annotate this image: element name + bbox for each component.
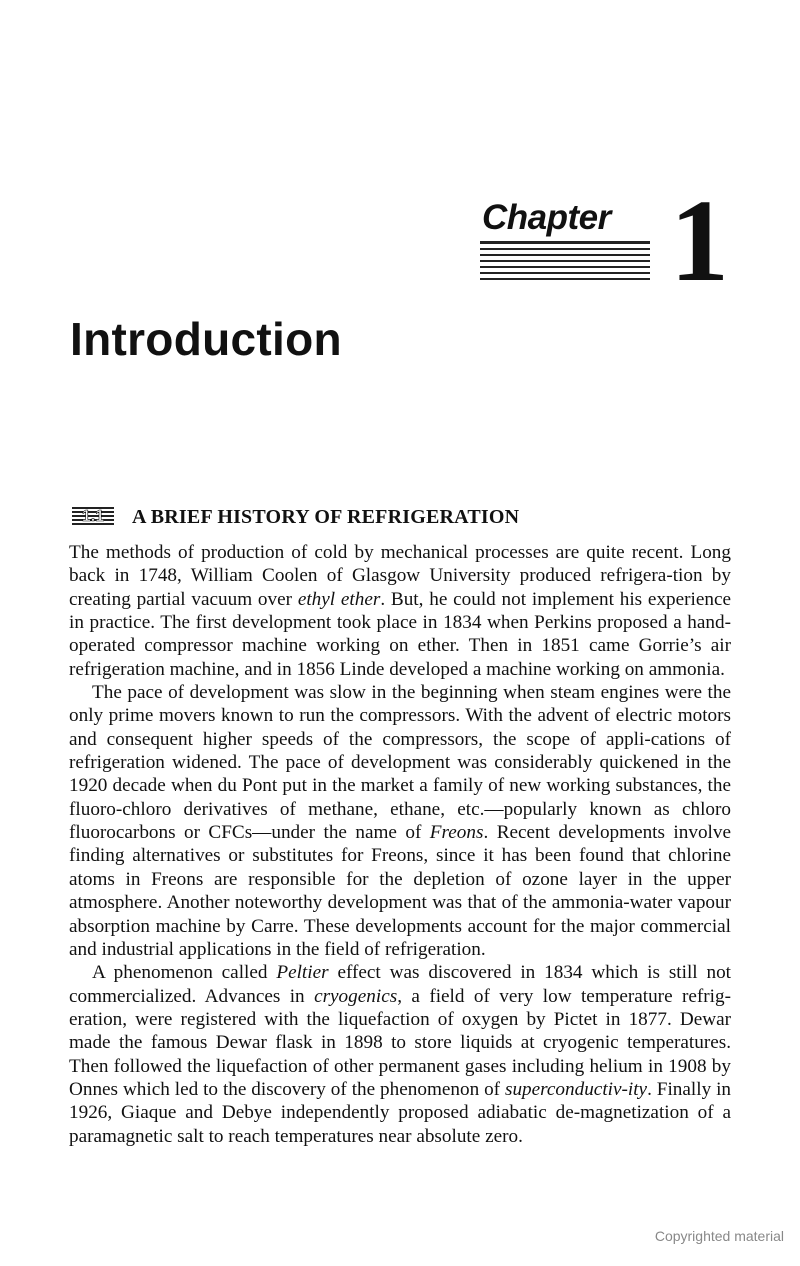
chapter-heading	[480, 175, 729, 306]
section-title: A BRIEF HISTORY OF REFRIGERATION	[132, 505, 520, 528]
emphasis-peltier: Peltier	[276, 962, 329, 984]
section-number: 1.1	[72, 507, 114, 527]
emphasis-cryogenics: cryogenics	[314, 985, 398, 1007]
chapter-rule-lines	[480, 241, 650, 284]
chapter-title: Introduction	[70, 313, 342, 365]
emphasis-freons: Freons	[429, 822, 484, 844]
copyright-notice: Copyrighted material	[654, 1228, 784, 1244]
emphasis-superconductivity: superconductiv-ity	[504, 1078, 648, 1100]
chapter-word: Chapter	[482, 198, 611, 237]
body-text	[69, 541, 731, 1148]
emphasis-ethyl-ether: ethyl ether	[297, 588, 381, 610]
section-heading	[72, 503, 519, 531]
paragraph-1: The methods of production of cold by mechanical processes are quite recent. Long back in 1748, William Coolen of Glasgow University produced refrigera-tion by creating partial vacuum over ethyl ether. But, he could not implement his experience in practice. The first development took place in 1834 when Perkins proposed a hand-operated compressor machine working on ether. Then in 1851 came Gorrie’s air refrigeration machine, and in 1856 Linde developed a machine working on ammonia.	[69, 542, 731, 680]
paragraph-3: A phenomenon called Peltier effect was discovered in 1834 which is still not commercialized. Advances in cryogenics, a field of very low temperature refrig-eration, were registered with the liquefaction of oxygen by Pictet in 1877. Dewar made the famous Dewar flask in 1898 to store liquids at cryogenic temperatures. Then followed the liquefaction of other permanent gases including helium in 1908 by Onnes which led to the discovery of the phenomenon of superconductiv-ity. Finally in 1926, Giaque and Debye independently proposed adiabatic de-magnetization of a paramagnetic salt to reach temperatures near absolute zero.	[69, 962, 731, 1147]
chapter-number: 1	[670, 175, 729, 306]
paragraph-2: The pace of development was slow in the beginning when steam engines were the only prime movers known to run the compressors. With the advent of electric motors and consequent higher speeds of the compressors, the scope of appli-cations of refrigeration widened. The pace of development was considerably quickened in the 1920 decade when du Pont put in the market a family of new working substances, the fluoro-chloro derivatives of methane, ethane, etc.—popularly known as chloro fluorocarbons or CFCs—under the name of Freons. Recent developments involve finding alternatives or substitutes for Freons, since it has been found that chlorine atoms in Freons are responsible for the depletion of ozone layer in the upper atmosphere. Another noteworthy development was that of the ammonia-water vapour absorption machine by Carre. These developments account for the major commercial and industrial applications in the field of refrigeration.	[69, 682, 731, 960]
